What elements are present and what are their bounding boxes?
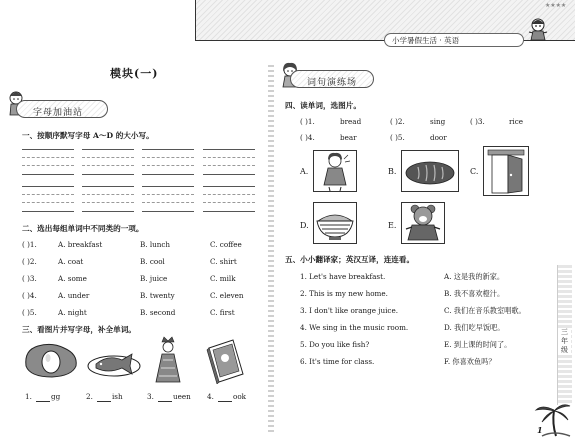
q3-word-part: ish [112,392,123,401]
header-divider [195,0,196,41]
bear-icon [402,203,444,243]
q5-en-item[interactable]: 2. This is my new home. [300,289,388,298]
q4-word[interactable]: ( )4. [300,133,315,142]
option-b: B. juice [140,274,168,283]
handwriting-box[interactable] [82,186,134,212]
pic-option-c[interactable] [483,146,529,196]
handwriting-box[interactable] [22,186,74,212]
q3-item-number: 3. [147,392,154,401]
girl-singing-icon [314,151,356,191]
door-icon [484,147,528,195]
option-c: C. shirt [210,257,237,266]
q3-item-number: 1. [25,392,32,401]
grade-tab: 三年级 [558,328,571,355]
option-c: C. milk [210,274,236,283]
rice-bowl-icon [314,203,356,243]
module-title: 模块(一) [110,67,159,80]
q4-word-text: bear [340,133,357,142]
fish-icon [86,346,142,380]
bread-icon [402,151,458,191]
book-icon [205,338,247,384]
option-b: B. second [140,308,176,317]
q5-title: 五、小小翻译家；英汉互译，连连看。 [285,255,415,264]
option-a: A. breakfast [58,240,103,249]
handwriting-box[interactable] [142,149,194,175]
q2-title: 二、选出每组单词中不同类的一项。 [22,224,144,233]
option-c: C. eleven [210,291,244,300]
letter-blank[interactable] [36,401,50,402]
q4-word-text: rice [509,117,524,126]
q4-word[interactable]: ( )5. [390,133,405,142]
pic-label: D. [300,221,309,230]
handwriting-box[interactable] [142,186,194,212]
egg-icon [22,340,80,380]
q3-word-part: ueen [173,392,191,401]
answer-slot[interactable]: ( )5. [22,308,37,317]
q4-title: 四、读单词，选图片。 [285,101,361,110]
q5-zh-item[interactable]: D. 我们吃早饭吧。 [444,323,505,332]
section-badge-letters: 字母加油站 [16,100,108,118]
pic-label: E. [388,221,397,230]
q5-zh-item[interactable]: E. 到上课的时间了。 [444,340,512,349]
q4-word[interactable]: ( )1. [300,117,315,126]
pic-label: C. [470,167,479,176]
pic-label: A. [300,167,309,176]
option-a: A. under [58,291,90,300]
pic-label: B. [388,167,397,176]
option-b: B. lunch [140,240,171,249]
pic-option-a[interactable] [313,150,357,192]
option-a: A. night [58,308,87,317]
column-divider [268,65,274,435]
q5-zh-item[interactable]: C. 我们在音乐教室唱歌。 [444,306,526,315]
q5-zh-item[interactable]: F. 你喜欢鱼吗？ [444,357,496,366]
q5-en-item[interactable]: 3. I don't like orange juice. [300,306,398,315]
handwriting-box[interactable] [203,186,255,212]
option-c: C. coffee [210,240,242,249]
header-title: 小学暑假生活 · 英语 [392,36,460,45]
q4-word-text: door [430,133,447,142]
q5-zh-item[interactable]: B. 我不喜欢橙汁。 [444,289,505,298]
q3-title: 三、看图片并写字母，补全单词。 [22,325,136,334]
option-c: C. first [210,308,235,317]
answer-slot[interactable]: ( )3. [22,274,37,283]
answer-slot[interactable]: ( )2. [22,257,37,266]
queen-icon [150,336,186,384]
q4-word-text: bread [340,117,362,126]
handwriting-box[interactable] [22,149,74,175]
cartoon-kid-icon [525,16,551,42]
pic-option-e[interactable] [401,202,445,244]
page-number: 1 [537,425,543,435]
q1-title: 一、按顺序默写字母 A～D 的大小写。 [22,131,154,140]
q5-en-item[interactable]: 6. It's time for class. [300,357,375,366]
q5-en-item[interactable]: 1. Let's have breakfast. [300,272,386,281]
handwriting-box[interactable] [82,149,134,175]
option-a: A. some [58,274,87,283]
letter-blank[interactable] [218,401,232,402]
pic-option-d[interactable] [313,202,357,244]
q3-item-number: 4. [207,392,214,401]
pic-option-b[interactable] [401,150,459,192]
header-stars: ★ ★ ★ ★ [545,2,566,9]
q4-word[interactable]: ( )2. [390,117,405,126]
q4-word[interactable]: ( )3. [470,117,485,126]
option-b: B. cool [140,257,165,266]
section-badge-words: 词句演练场 [290,70,374,88]
letter-blank[interactable] [158,401,172,402]
q3-item-number: 2. [86,392,93,401]
q5-en-item[interactable]: 5. Do you like fish? [300,340,370,349]
answer-slot[interactable]: ( )4. [22,291,37,300]
letter-blank[interactable] [97,401,111,402]
q5-zh-item[interactable]: A. 这是我的新家。 [444,272,505,281]
option-a: A. coat [58,257,84,266]
q3-word-part: gg [51,392,61,401]
handwriting-box[interactable] [203,149,255,175]
q4-word-text: sing [430,117,446,126]
option-b: B. twenty [140,291,175,300]
q5-en-item[interactable]: 4. We sing in the music room. [300,323,409,332]
answer-slot[interactable]: ( )1. [22,240,37,249]
q3-word-part: ook [233,392,247,401]
